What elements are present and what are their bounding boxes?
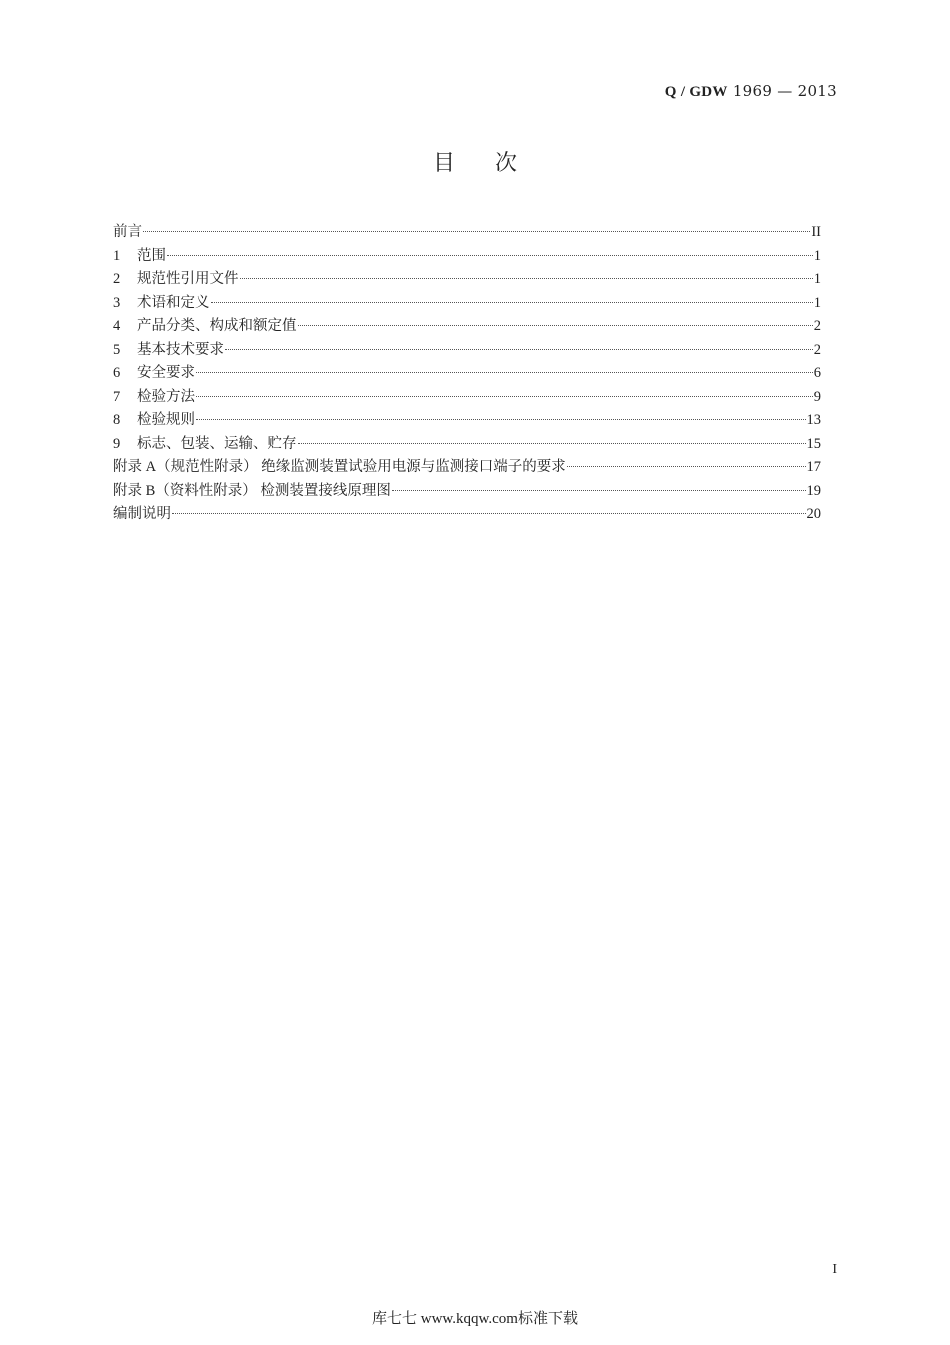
toc-entry-page: 1 [813,294,821,311]
toc-entry-page: 17 [806,459,821,475]
toc-entry-page: 2 [813,341,821,358]
toc-entry-label: 产品分类、构成和额定值 [137,318,297,334]
toc-entry[interactable] [113,244,821,268]
page-number: I [832,1262,837,1277]
toc-entry-number: 8 [113,412,121,428]
toc-entry-label: 前言 [113,224,142,240]
toc-entry-number: 6 [113,365,121,381]
toc-dot-leader [567,466,806,467]
toc-dot-leader [196,419,806,420]
toc-entry-label: 检验规则 [137,412,195,428]
toc-entry[interactable] [113,220,821,244]
toc-dot-leader [298,325,813,326]
toc-dot-leader [172,513,806,514]
toc-entry-label: 规范性引用文件 [137,271,239,287]
toc-entry-page: II [811,224,821,240]
toc-entry-label: 检验方法 [137,388,195,405]
toc-entry-page: 2 [813,318,821,334]
toc-entry-page: 1 [813,271,821,287]
toc-entry-number: 4 [113,318,121,334]
toc-dot-leader [225,349,813,350]
toc-dot-leader [167,255,813,256]
toc-title: 目次 [432,151,557,176]
toc-entry-label: 术语和定义 [137,294,210,311]
standard-code [665,82,837,101]
toc-entry-number: 3 [113,294,121,311]
toc-entry-page: 1 [813,247,821,264]
toc-entry-label: 范围 [137,247,166,264]
toc-dot-leader [240,278,813,279]
footer-watermark: 库七七 www.kqqw.com标准下载 [372,1311,578,1327]
toc-dot-leader [211,302,813,303]
toc-entry[interactable] [113,361,821,385]
toc-entry-label: 编制说明 [113,506,171,522]
toc-dot-leader [143,231,810,232]
toc-entry-number: 1 [113,247,121,264]
toc-entry-page: 13 [806,412,821,428]
toc-entry-page: 20 [806,506,821,522]
toc-entry[interactable] [113,408,821,432]
toc-entry[interactable] [113,455,821,479]
toc-dot-leader [196,396,813,397]
toc-entry[interactable] [113,338,821,362]
toc-entry-label: 标志、包装、运输、贮存 [137,435,297,452]
toc-entry-number: 5 [113,341,121,358]
toc-entry-number: 7 [113,388,121,405]
toc-entry-page: 6 [813,365,821,381]
standard-suffix: 1969 — 2013 [732,82,837,100]
toc-dot-leader [298,443,806,444]
toc-entry-page: 19 [806,482,821,499]
toc-entry[interactable] [113,502,821,526]
toc-entry-page: 15 [806,435,821,452]
toc-entry[interactable] [113,314,821,338]
toc-entry-label: 基本技术要求 [137,341,224,358]
table-of-contents [113,220,821,526]
toc-entry[interactable] [113,432,821,456]
toc-dot-leader [392,490,806,491]
toc-entry-label: 附录 A（规范性附录） 绝缘监测装置试验用电源与监测接口端子的要求 [113,459,566,475]
toc-entry[interactable] [113,479,821,503]
toc-dot-leader [196,372,813,373]
toc-entry[interactable] [113,291,821,315]
toc-entry-number: 9 [113,435,121,452]
toc-entry-page: 9 [813,388,821,405]
standard-prefix: Q / GDW [664,84,728,100]
toc-entry-label: 附录 B（资料性附录） 检测装置接线原理图 [113,482,391,499]
toc-entry[interactable] [113,267,821,291]
toc-entry-number: 2 [113,271,121,287]
toc-entry[interactable] [113,385,821,409]
toc-entry-label: 安全要求 [137,365,195,381]
